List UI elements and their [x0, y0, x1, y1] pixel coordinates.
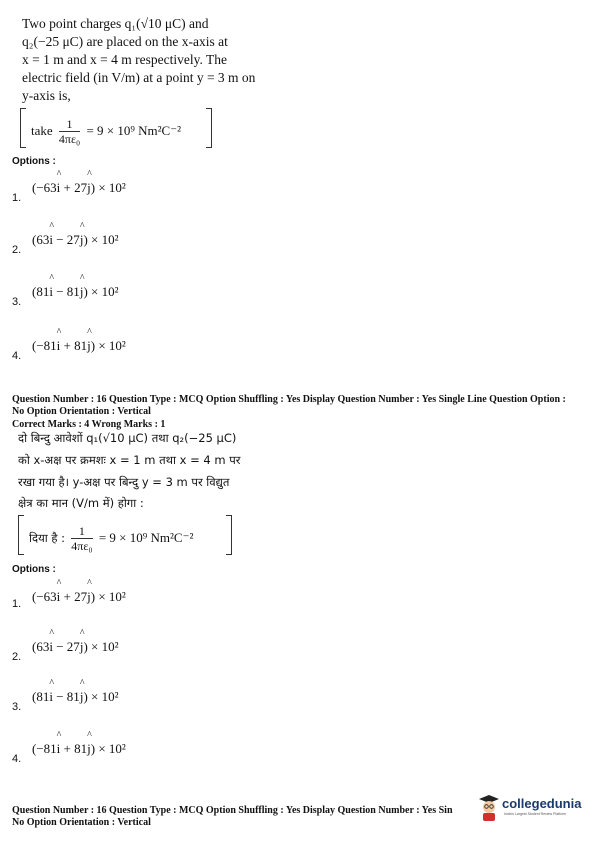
question-line: को x-अक्ष पर क्रमशः x = 1 m तथा x = 4 m पर	[18, 453, 241, 467]
take-prefix: दिया है :	[29, 530, 66, 545]
fraction-denominator: 4πε₀	[71, 539, 93, 553]
option-item[interactable]	[12, 168, 312, 208]
option-expression: (−63^ i + 27^ j) × 10²	[32, 180, 126, 196]
question-line: Two point charges q₁(√10 μC) and	[22, 16, 209, 31]
options-list	[12, 577, 312, 777]
option-item[interactable]	[12, 627, 312, 667]
option-expression: (81^ i − 81^ j) × 10²	[32, 689, 119, 705]
option-number: 3.	[12, 296, 22, 308]
option-item[interactable]	[12, 677, 312, 717]
question-line: क्षेत्र का मान (V/m में) होगा :	[18, 496, 144, 510]
option-item[interactable]	[12, 272, 312, 312]
option-number: 1.	[12, 192, 22, 204]
option-number: 2.	[12, 651, 22, 663]
question-line: दो बिन्दु आवेशों q₁(√10 μC) तथा q₂(−25 μC)	[18, 431, 237, 445]
constant-box	[18, 515, 232, 555]
fraction	[59, 118, 80, 146]
take-rhs: = 9 × 10⁹ Nm²C⁻²	[86, 122, 181, 138]
question-line: x = 1 m and x = 4 m respectively. The	[22, 52, 227, 67]
question-line: रखा गया है। y-अक्ष पर बिन्दु y = 3 m पर विद्युत	[18, 475, 230, 489]
question-line: y-axis is,	[22, 88, 71, 103]
fraction-numerator: 1	[59, 118, 80, 132]
question-line: q₂(−25 μC) are placed on the x-axis at	[22, 34, 228, 49]
logo-wordmark: collegedunia	[502, 796, 582, 811]
option-expression: (81^ i − 81^ j) × 10²	[32, 284, 119, 300]
question-marks: Correct Marks : 4 Wrong Marks : 1	[12, 419, 166, 430]
logo-tagline: India's Largest Student Review Platform	[504, 812, 567, 816]
mascot-icon	[478, 794, 500, 822]
options-list	[12, 168, 312, 378]
option-number: 1.	[12, 598, 22, 610]
option-item[interactable]	[12, 220, 312, 260]
question-meta-line: Question Number : 16 Question Type : MCQ Option Shuffling : Yes Display Question Number : Yes Single Line Question Option :	[12, 394, 566, 405]
question-meta-line: No Option Orientation : Vertical	[12, 817, 151, 828]
option-expression: (−63^ i + 27^ j) × 10²	[32, 589, 126, 605]
option-expression: (63^ i − 27^ j) × 10²	[32, 639, 119, 655]
logo	[478, 792, 590, 828]
question-meta-line: Question Number : 16 Question Type : MCQ Option Shuffling : Yes Display Question Number : Yes Sin	[12, 805, 453, 816]
question-line: electric field (in V/m) at a point y = 3 m on	[22, 70, 256, 85]
option-number: 2.	[12, 244, 22, 256]
option-expression: (−81^ i + 81^ j) × 10²	[32, 338, 126, 354]
question-meta-line: No Option Orientation : Vertical	[12, 406, 151, 417]
fraction-denominator: 4πε₀	[58, 132, 81, 146]
option-expression: (63^ i − 27^ j) × 10²	[32, 232, 119, 248]
option-number: 4.	[12, 350, 22, 362]
option-expression: (−81^ i + 81^ j) × 10²	[32, 741, 126, 757]
option-item[interactable]	[12, 729, 312, 769]
option-number: 4.	[12, 753, 22, 765]
take-prefix: take	[31, 122, 53, 138]
options-label: Options :	[12, 564, 56, 575]
constant-box	[20, 108, 212, 148]
fraction-numerator: 1	[71, 525, 92, 539]
option-item[interactable]	[12, 326, 312, 366]
option-item[interactable]	[12, 577, 312, 617]
option-number: 3.	[12, 701, 22, 713]
take-rhs: = 9 × 10⁹ Nm²C⁻²	[98, 529, 194, 545]
options-label: Options :	[12, 156, 56, 167]
fraction	[71, 525, 92, 553]
